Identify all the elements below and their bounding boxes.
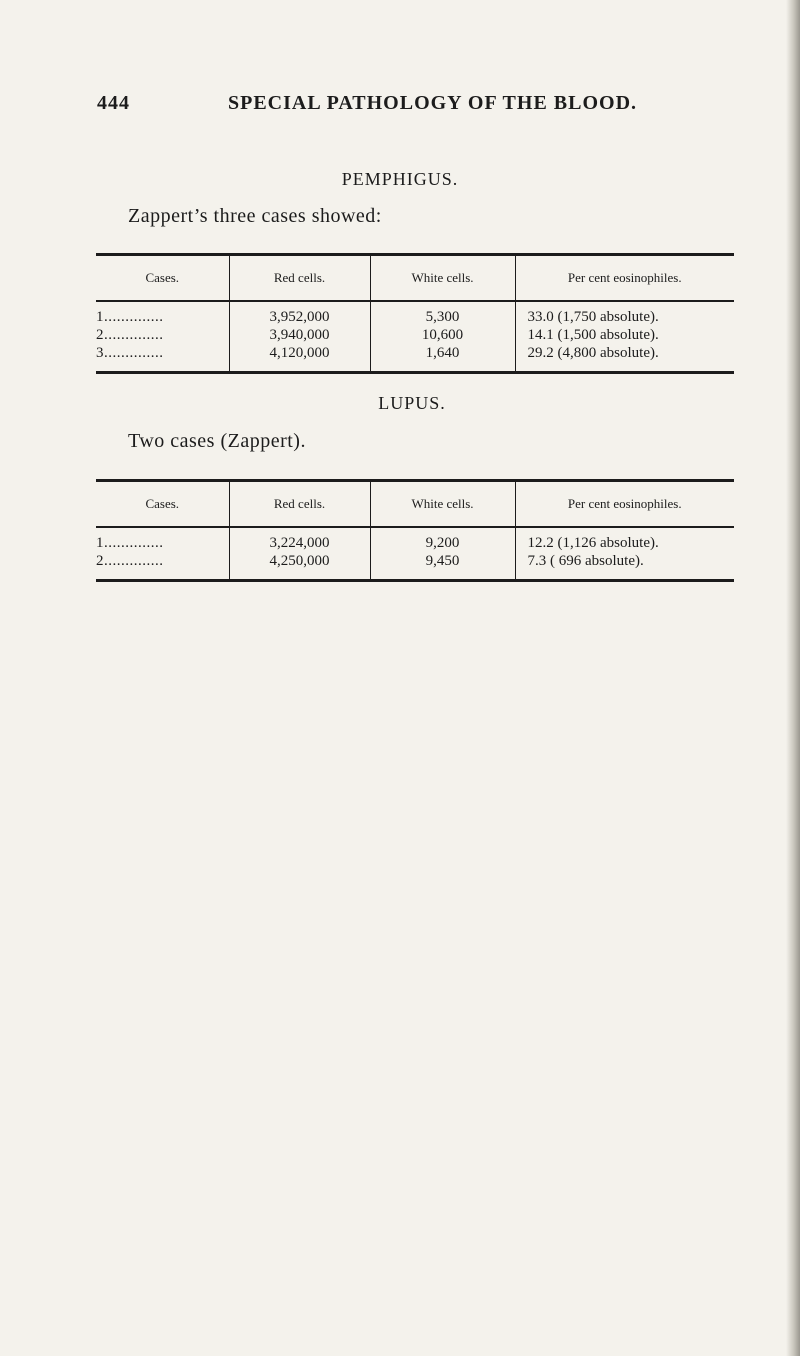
table-header-row — [96, 255, 734, 302]
case-number-cell: 1.............. — [96, 535, 164, 551]
lupus-table — [96, 479, 734, 582]
lupus-heading: LUPUS. — [378, 393, 446, 413]
table-row — [96, 301, 734, 326]
white-cells-cell: 10,600 — [370, 326, 515, 344]
red-cells-cell: 3,952,000 — [229, 301, 370, 326]
pemphigus-table — [96, 253, 734, 374]
running-header — [97, 92, 747, 122]
red-cells-cell: 3,224,000 — [229, 527, 370, 552]
column-header-red-cells: Red cells. — [229, 255, 370, 302]
eosinophiles-cell: 14.1 (1,500 absolute). — [515, 326, 734, 344]
case-number-cell: 2.............. — [96, 553, 164, 569]
table-row — [96, 527, 734, 552]
white-cells-cell: 1,640 — [370, 344, 515, 373]
white-cells-cell: 9,450 — [370, 552, 515, 581]
white-cells-cell: 9,200 — [370, 527, 515, 552]
red-cells-cell: 4,120,000 — [229, 344, 370, 373]
page-edge-shadow — [786, 0, 800, 1356]
column-header-cases: Cases. — [96, 255, 229, 302]
white-cells-cell: 5,300 — [370, 301, 515, 326]
red-cells-cell: 3,940,000 — [229, 326, 370, 344]
column-header-white-cells: White cells. — [370, 255, 515, 302]
column-header-eosinophiles: Per cent eosinophiles. — [515, 255, 734, 302]
eosinophiles-cell: 12.2 (1,126 absolute). — [515, 527, 734, 552]
column-header-red-cells: Red cells. — [229, 481, 370, 528]
table-header-row — [96, 481, 734, 528]
red-cells-cell: 4,250,000 — [229, 552, 370, 581]
pemphigus-intro: Zappert’s three cases showed: — [128, 205, 382, 227]
table-row — [96, 344, 734, 373]
table-row — [96, 552, 734, 581]
column-header-eosinophiles: Per cent eosinophiles. — [515, 481, 734, 528]
eosinophiles-cell: 7.3 ( 696 absolute). — [515, 552, 734, 581]
column-header-cases: Cases. — [96, 481, 229, 528]
eosinophiles-cell: 29.2 (4,800 absolute). — [515, 344, 734, 373]
case-number-cell: 3.............. — [96, 345, 164, 361]
table-row — [96, 326, 734, 344]
column-header-white-cells: White cells. — [370, 481, 515, 528]
case-number-cell: 2.............. — [96, 327, 164, 343]
pemphigus-heading: PEMPHIGUS. — [341, 169, 459, 189]
case-number-cell: 1.............. — [96, 309, 164, 325]
running-title: SPECIAL PATHOLOGY OF THE BLOOD. — [228, 92, 638, 114]
eosinophiles-cell: 33.0 (1,750 absolute). — [515, 301, 734, 326]
page-number: 444 — [97, 92, 130, 114]
lupus-intro: Two cases (Zappert). — [128, 430, 306, 452]
